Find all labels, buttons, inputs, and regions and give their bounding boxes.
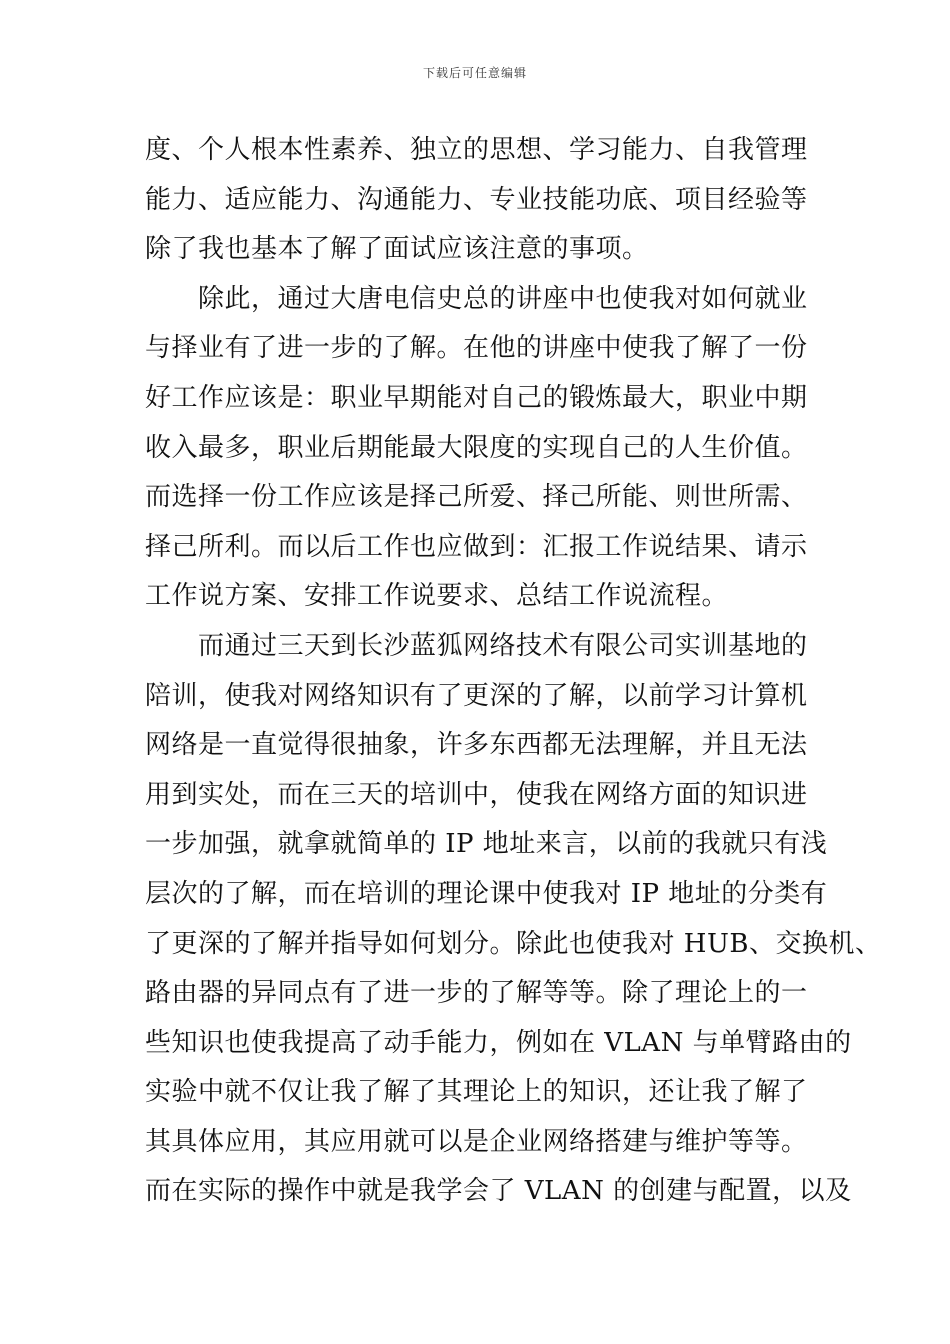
text-line: 而在实际的操作中就是我学会了 VLAN 的创建与配置，以及 — [145, 1176, 852, 1207]
text-line: 除此，通过大唐电信史总的讲座中也使我对如何就业 — [145, 283, 808, 314]
text-line: 除了我也基本了解了面试应该注意的事项。 — [145, 234, 649, 265]
text-line: 工作说方案、安排工作说要求、总结工作说流程。 — [145, 581, 729, 612]
page-header-note: 下载后可任意编辑 — [422, 66, 527, 80]
text-line: 其具体应用，其应用就可以是企业网络搭建与维护等等。 — [145, 1126, 808, 1157]
text-line: 而选择一份工作应该是择己所爱、择己所能、则世所需、 — [145, 482, 808, 513]
text-line: 而通过三天到长沙蓝狐网络技术有限公司实训基地的 — [145, 630, 808, 661]
document-body — [145, 126, 882, 1217]
text-line: 实验中就不仅让我了解了其理论上的知识，还让我了解了 — [145, 1077, 808, 1108]
text-line: 收入最多，职业后期能最大限度的实现自己的人生价值。 — [145, 432, 808, 463]
text-line: 用到实处，而在三天的培训中，使我在网络方面的知识进 — [145, 779, 808, 810]
text-line: 度、个人根本性素养、独立的思想、学习能力、自我管理 — [145, 135, 808, 165]
text-line: 网络是一直觉得很抽象，许多东西都无法理解，并且无法 — [145, 730, 808, 761]
text-line: 能力、适应能力、沟通能力、专业技能功底、项目经验等 — [145, 184, 808, 215]
text-line: 陪训，使我对网络知识有了更深的了解，以前学习计算机 — [145, 680, 808, 711]
text-line: 好工作应该是：职业早期能对自己的锻炼最大，职业中期 — [145, 382, 808, 413]
text-line: 些知识也使我提高了动手能力，例如在 VLAN 与单臂路由的 — [145, 1027, 852, 1058]
text-line: 择己所利。而以后工作也应做到：汇报工作说结果、请示 — [145, 531, 808, 562]
text-line: 了更深的了解并指导如何划分。除此也使我对 HUB、交换机、 — [145, 928, 882, 959]
text-line: 与择业有了进一步的了解。在他的讲座中使我了解了一份 — [145, 333, 808, 364]
text-line: 路由器的异同点有了进一步的了解等等。除了理论上的一 — [145, 978, 808, 1009]
text-line: 一步加强，就拿就简单的 IP 地址来言，以前的我就只有浅 — [145, 829, 828, 860]
text-line: 层次的了解，而在培训的理论课中使我对 IP 地址的分类有 — [145, 878, 828, 909]
